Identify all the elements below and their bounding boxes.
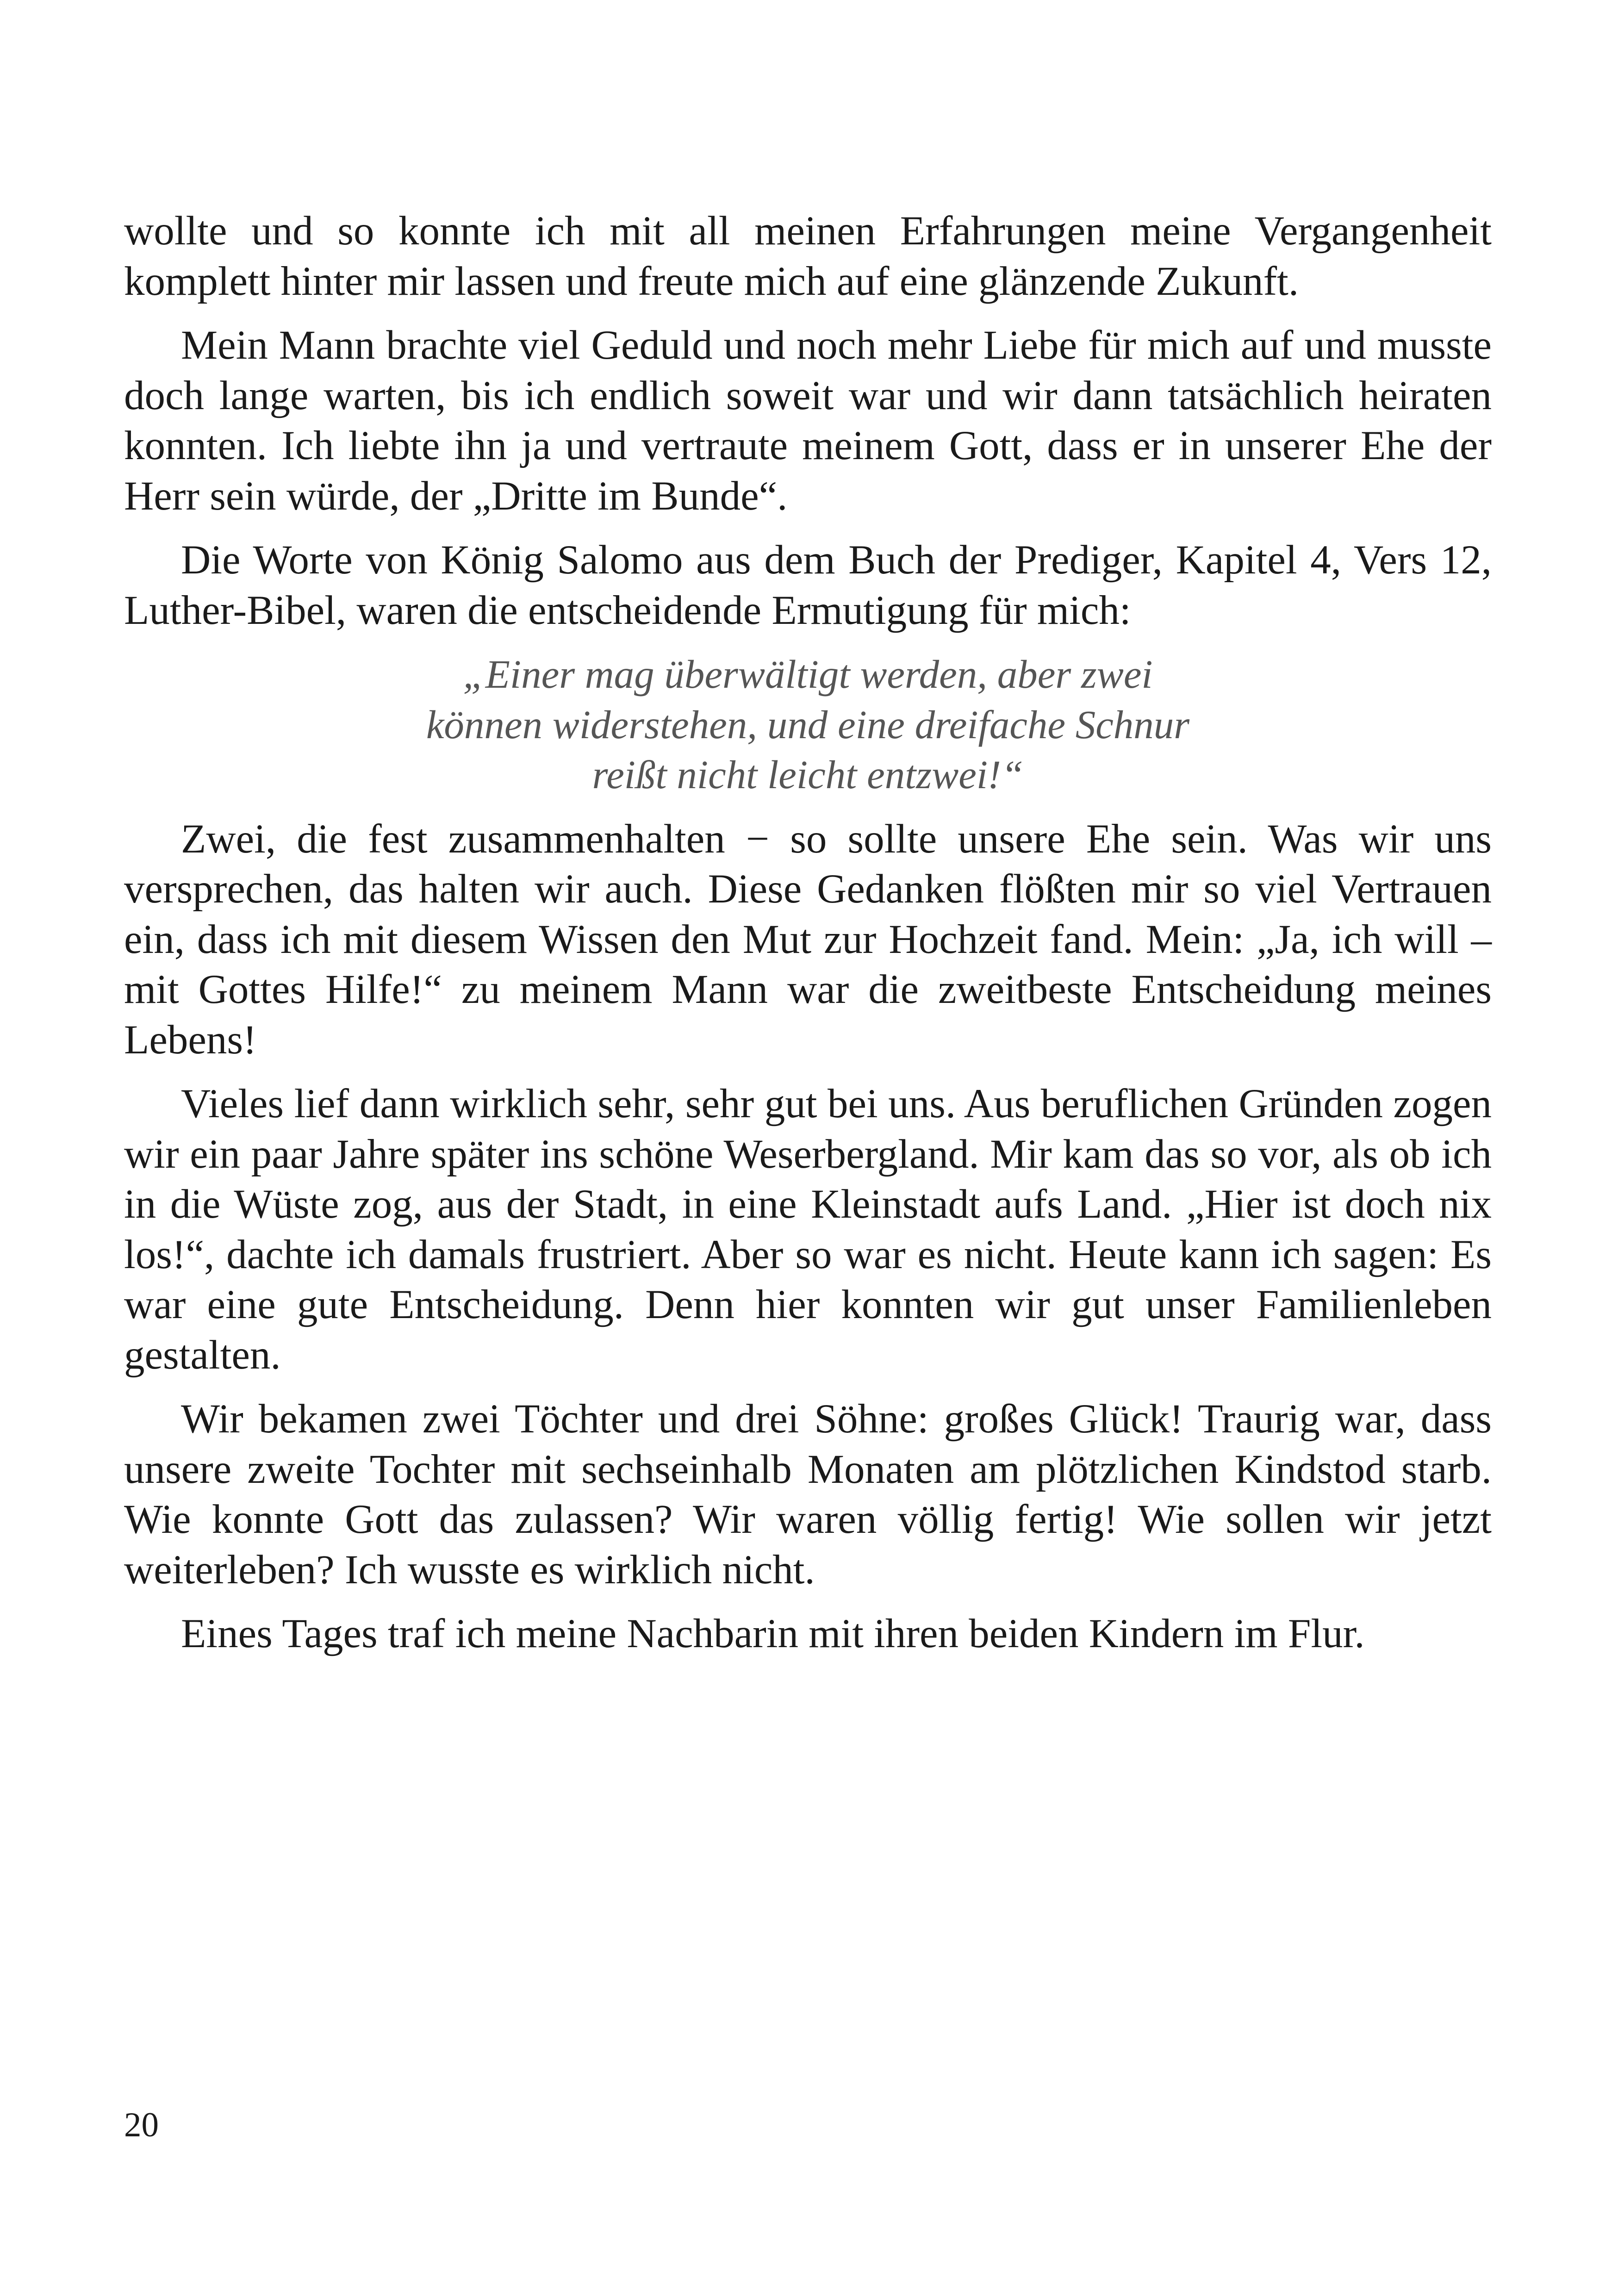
body-text: [124, 206, 1492, 1659]
bible-quote-line: können widerstehen, und eine dreifache Schnur: [426, 702, 1190, 747]
paragraph-continuation: wollte und so konnte ich mit all meinen Erfahrungen meine Vergangenheit komplett hinter mir lassen und freute mich auf eine glänzende Zukunft.: [124, 208, 1492, 304]
page-number: 20: [124, 2106, 159, 2144]
paragraph-children: Wir bekamen zwei Töchter und drei Söhne: großes Glück! Traurig war, dass unsere zweite Tochter mit sechseinhalb Monaten am plötzlichen Kindstod starb. Wie konnte Gott das zulassen? Wir waren völlig fertig! Wie sollen wir jetzt weiterleben? Ich wusste es wirklich nicht.: [124, 1396, 1492, 1593]
paragraph-weserbergland: Vieles lief dann wirklich sehr, sehr gut bei uns. Aus beruflichen Gründen zogen wir ein paar Jahre später ins schöne Weserbergland. Mir kam das so vor, als ob ich in die Wüste zog, aus der Stadt, in eine Kleinstadt aufs Land. „Hier ist doch nix los!“, dachte ich damals frustriert. Aber so war es nicht. Heute kann ich sagen: Es war eine gute Entscheidung. Denn hier konnten wir gut unser Familienleben gestalten.: [124, 1081, 1492, 1378]
paragraph-husband-patience: Mein Mann brachte viel Geduld und noch mehr Liebe für mich auf und musste doch lange warten, bis ich endlich soweit war und wir dann tatsächlich heiraten konnten. Ich liebte ihn ja und vertraute meinem Gott, dass er in unserer Ehe der Herr sein würde, der „Dritte im Bunde“.: [124, 323, 1492, 519]
bible-quote-line: reißt nicht leicht entzwei!“: [592, 752, 1024, 797]
paragraph-wedding: Zwei, die fest zusammenhalten − so sollte unsere Ehe sein. Was wir uns versprechen, das halten wir auch. Diese Gedanken flößten mir so viel Vertrauen ein, dass ich mit diesem Wissen den Mut zur Hochzeit fand. Mein: „Ja, ich will – mit Gottes Hilfe!“ zu meinem Mann war die zweitbeste Entscheidung meines Lebens!: [124, 816, 1492, 1063]
paragraph-salomo-intro: Die Worte von König Salomo aus dem Buch der Prediger, Kapitel 4, Vers 12, Luther-Bibel, waren die entscheidende Ermutigung für mich:: [124, 537, 1492, 633]
paragraph-neighbor: Eines Tages traf ich meine Nachbarin mit ihren beiden Kindern im Flur.: [181, 1611, 1365, 1656]
bible-quote: [124, 649, 1492, 800]
bible-quote-line: „Einer mag überwältigt werden, aber zwei: [463, 652, 1153, 697]
